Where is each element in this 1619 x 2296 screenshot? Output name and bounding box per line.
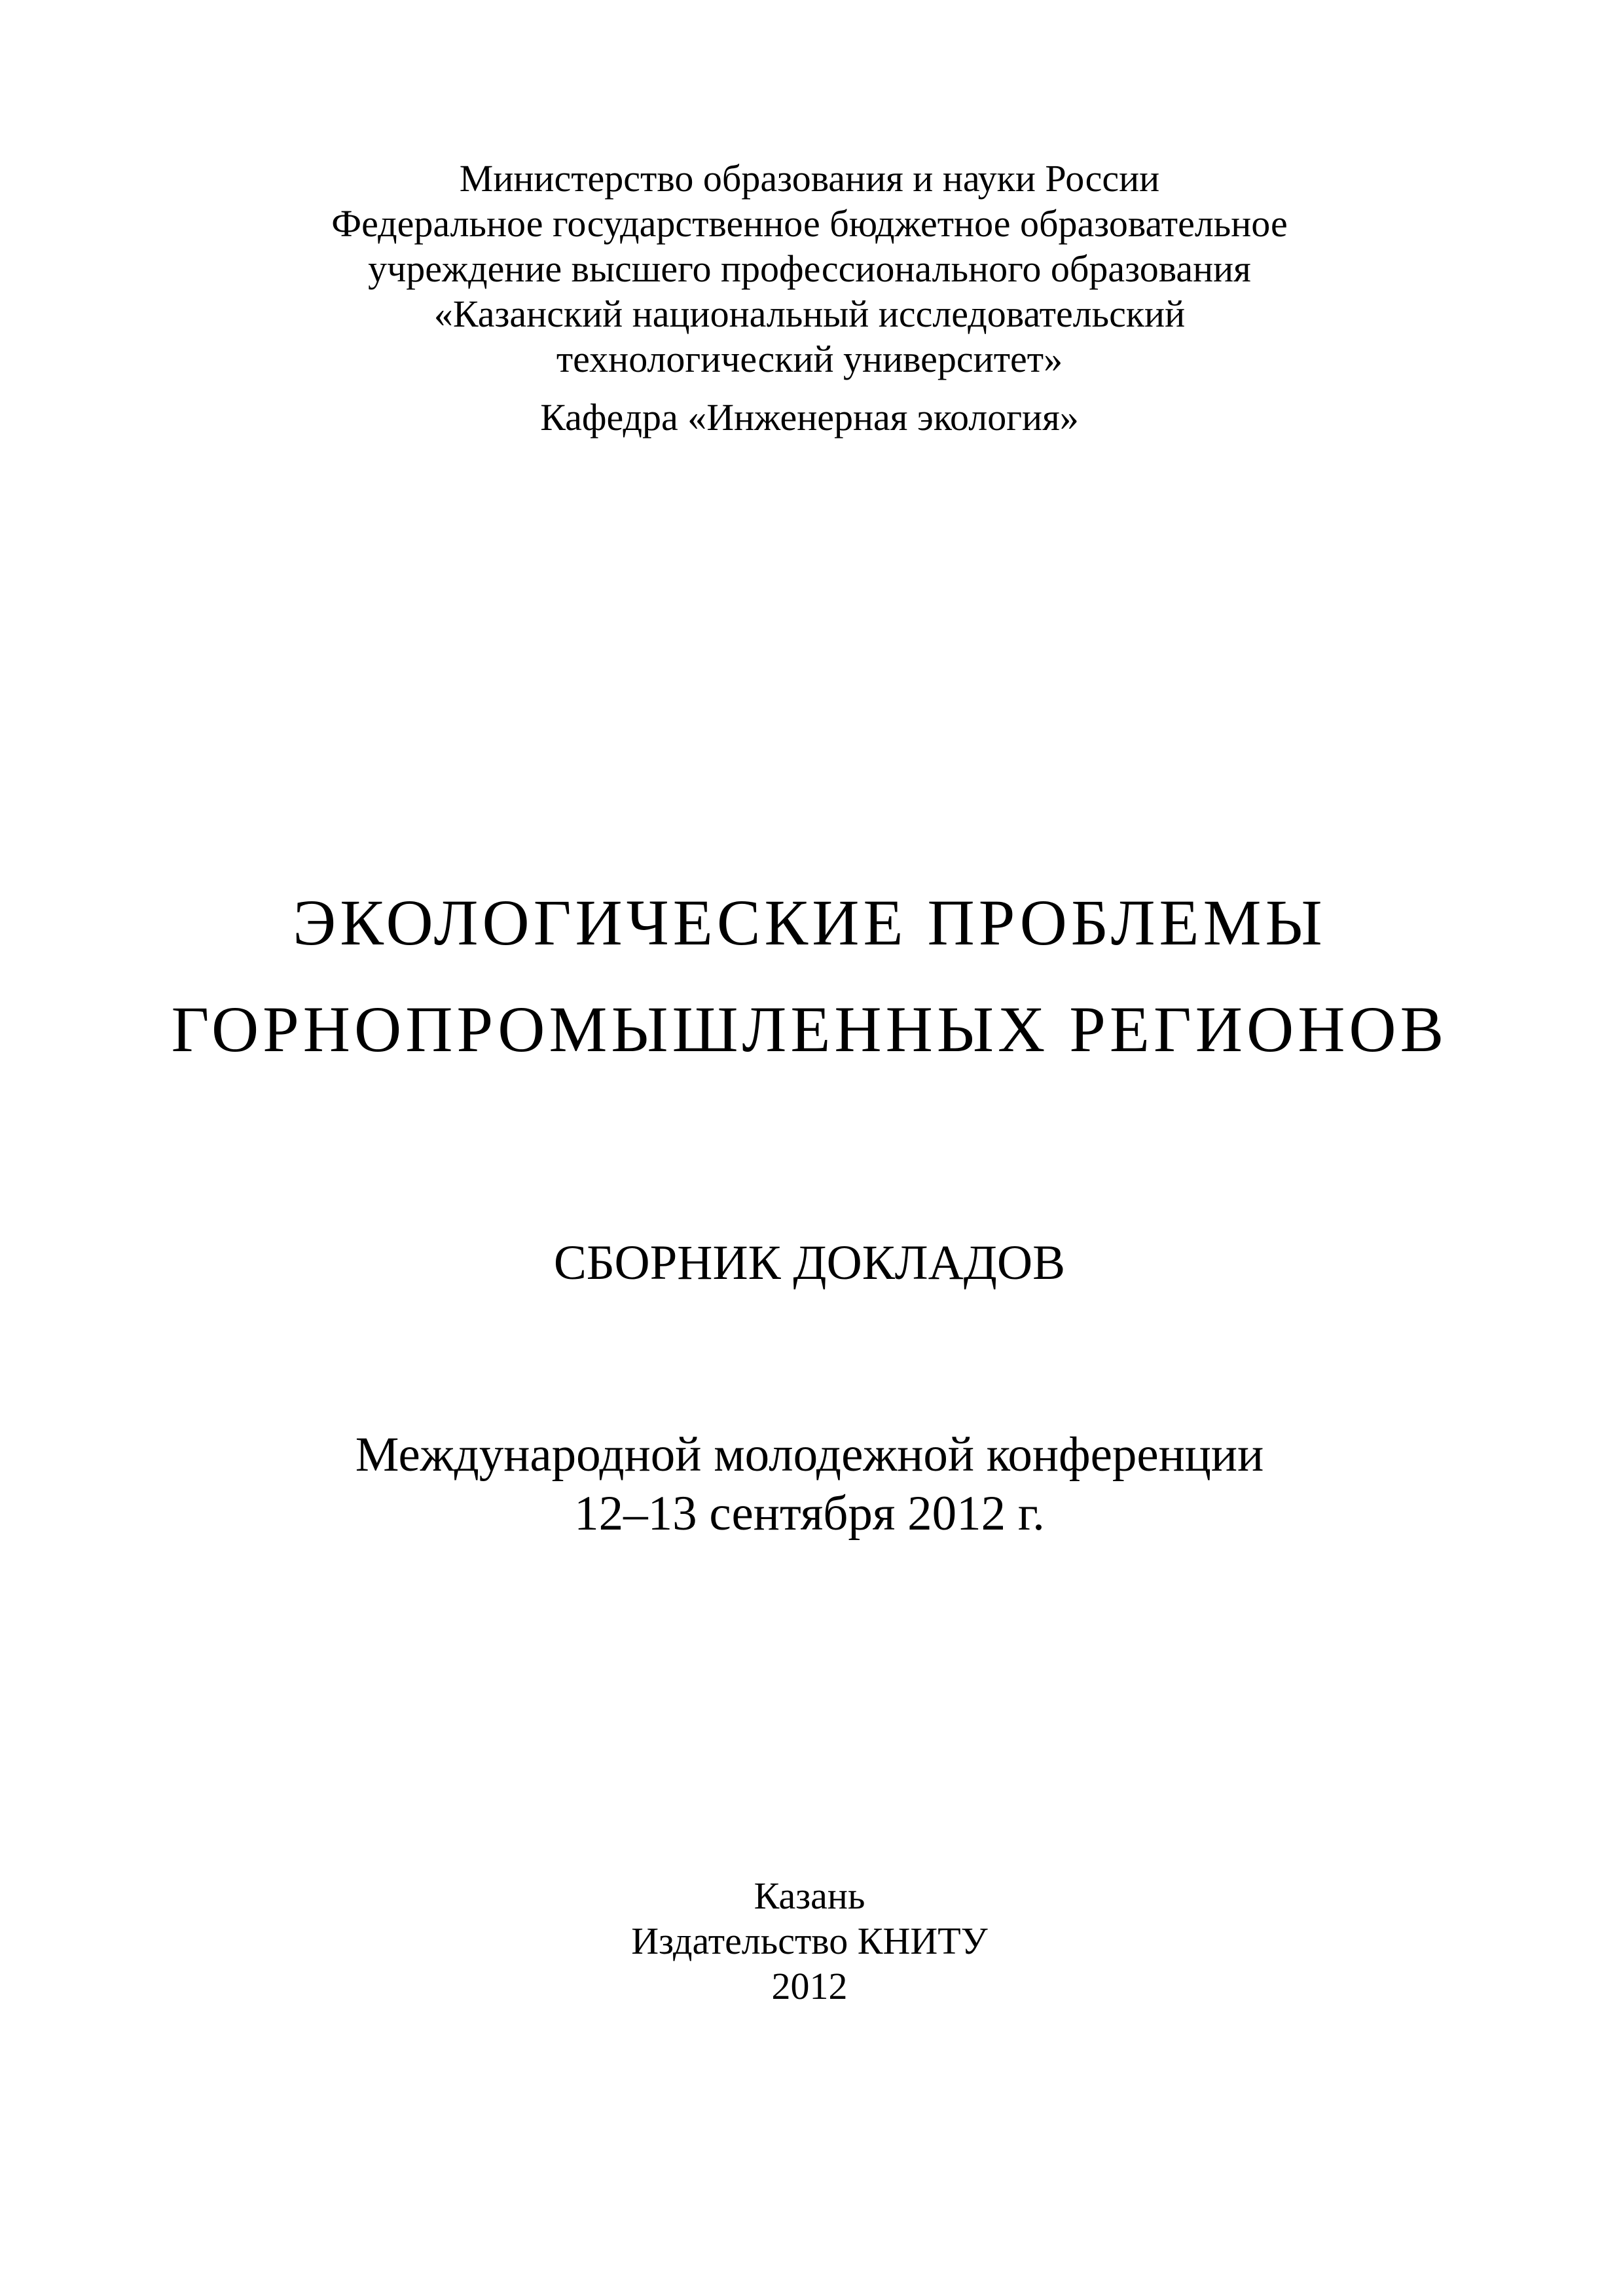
institution-header bbox=[0, 156, 1619, 440]
conference-dates: 12–13 сентября 2012 г. bbox=[574, 1486, 1045, 1541]
institution-type-line: Федеральное государственное бюджетное образовательное bbox=[331, 202, 1288, 245]
university-name-line: «Казанский национальный исследовательский bbox=[433, 293, 1186, 335]
title-line-2: ГОРНОПРОМЫШЛЕННЫХ РЕГИОНОВ bbox=[171, 993, 1448, 1066]
imprint-city: Казань bbox=[754, 1874, 865, 1917]
conference-info bbox=[0, 1426, 1619, 1543]
institution-type-line-2: учреждение высшего профессионального образования bbox=[368, 247, 1251, 290]
imprint-year: 2012 bbox=[771, 1965, 848, 2007]
conference-name: Международной молодежной конференции bbox=[355, 1427, 1264, 1482]
subtitle-text: СБОРНИК ДОКЛАДОВ bbox=[553, 1236, 1066, 1290]
document-title bbox=[0, 869, 1619, 1083]
department-line: Кафедра «Инженерная экология» bbox=[540, 396, 1079, 439]
imprint-publisher: Издательство КНИТУ bbox=[631, 1920, 988, 1962]
ministry-line: Министерство образования и науки России bbox=[459, 157, 1160, 200]
title-line-1: ЭКОЛОГИЧЕСКИЕ ПРОБЛЕМЫ bbox=[293, 886, 1326, 959]
imprint bbox=[0, 1873, 1619, 2009]
university-name-line-2: технологический университет» bbox=[556, 338, 1063, 380]
document-subtitle bbox=[0, 1230, 1619, 1296]
